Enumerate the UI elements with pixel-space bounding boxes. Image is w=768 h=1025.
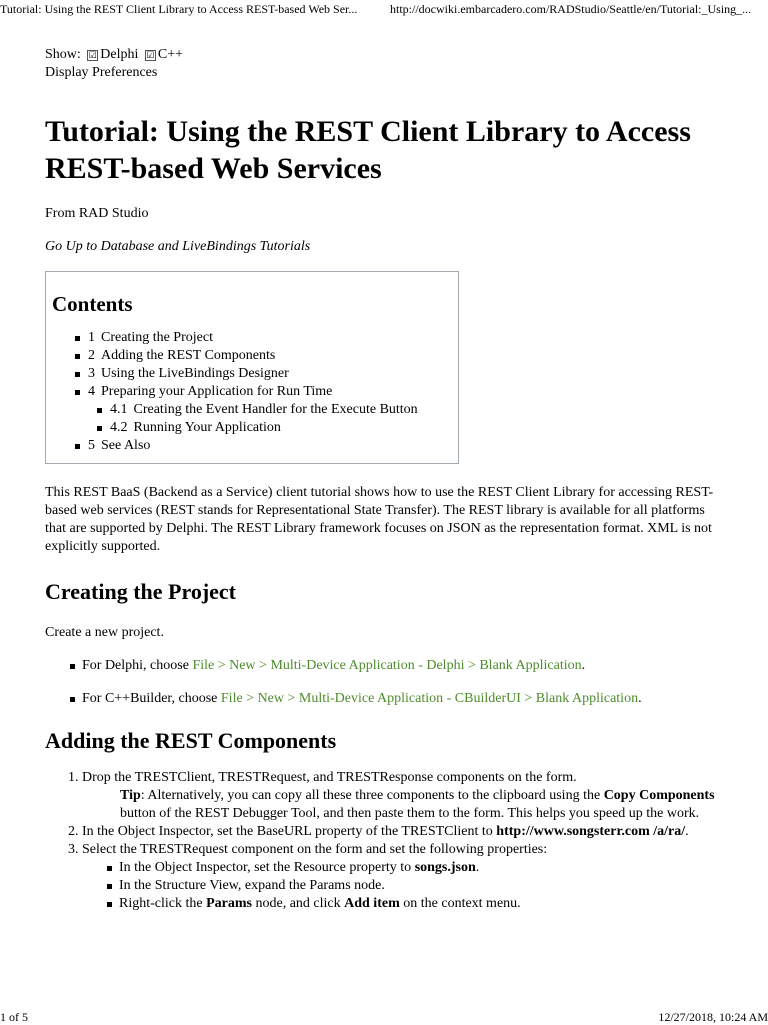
article-content bbox=[45, 46, 725, 913]
section-heading-creating-project: Creating the Project bbox=[45, 579, 237, 604]
toc-number: 4.1 bbox=[110, 402, 128, 417]
toc-item[interactable] bbox=[88, 329, 452, 347]
toc-label: See Also bbox=[101, 438, 151, 453]
toc-number: 3 bbox=[88, 366, 95, 381]
delphi-checkbox[interactable]: ☑ bbox=[88, 50, 97, 60]
list-item-text: In the Structure View, expand the Params node. bbox=[119, 878, 385, 893]
toc-label: Using the LiveBindings Designer bbox=[101, 366, 289, 381]
step-text: Select the TRESTRequest component on the form and set the following properties: bbox=[82, 842, 548, 857]
cpp-label: C++ bbox=[157, 47, 184, 62]
section-heading-adding-rest: Adding the REST Components bbox=[45, 728, 337, 753]
toc-number: 4.2 bbox=[110, 420, 128, 435]
add-item-label: Add item bbox=[344, 896, 400, 911]
list-item bbox=[119, 877, 688, 895]
tip-note bbox=[120, 787, 725, 823]
step-item bbox=[82, 841, 725, 913]
page-title-line2: REST-based Web Services bbox=[45, 152, 382, 185]
tip-text: : Alternatively, you can copy all these three components to the clipboard using the bbox=[140, 788, 604, 803]
cpp-menu-path-link[interactable]: File > New > Multi-Device Application - CBuilderUI > Blank Application bbox=[220, 691, 639, 706]
delphi-menu-path-link[interactable]: File > New > Multi-Device Application - Delphi > Blank Application bbox=[192, 658, 582, 673]
toc-item[interactable] bbox=[88, 365, 452, 383]
toc-item[interactable] bbox=[110, 401, 452, 419]
print-footer-page: 1 of 5 bbox=[0, 1010, 28, 1024]
cpp-checkbox[interactable]: ☑ bbox=[146, 50, 155, 60]
list-item-text: on the context menu. bbox=[399, 896, 521, 911]
resource-value: songs.json bbox=[414, 860, 476, 875]
list-item-text: Right-click the bbox=[119, 896, 207, 911]
print-header-url: http://docwiki.embarcadero.com/RADStudio/Seattle/en/Tutorial:_Using_... bbox=[390, 2, 752, 16]
list-item bbox=[82, 657, 725, 675]
page-title-line1: Tutorial: Using the REST Client Library to Access bbox=[45, 115, 691, 148]
toc-item[interactable] bbox=[88, 347, 452, 365]
intro-paragraph: This REST BaaS (Backend as a Service) client tutorial shows how to use the REST Client Library for accessing REST-based web services (REST stands for Representational State Transfer). The REST library is available for all platforms that are supported by Delphi. The REST Library framework focuses on JSON as the representation format. XML is not explicitly supported. bbox=[45, 485, 714, 554]
toc-number: 4 bbox=[88, 384, 95, 399]
substeps-list bbox=[45, 859, 688, 913]
print-footer-datetime: 12/27/2018, 10:24 AM bbox=[658, 1010, 768, 1024]
step-item bbox=[82, 769, 725, 823]
steps-list bbox=[45, 769, 725, 913]
delphi-label: Delphi bbox=[100, 47, 139, 62]
tip-bold: Copy Components bbox=[603, 788, 715, 803]
step-text: Drop the TRESTClient, TRESTRequest, and TRESTResponse components on the form. bbox=[82, 770, 577, 785]
list-item bbox=[119, 895, 688, 913]
list-item bbox=[82, 690, 725, 708]
toc-number: 2 bbox=[88, 348, 95, 363]
period: . bbox=[581, 658, 586, 673]
params-label: Params bbox=[206, 896, 252, 911]
toc-item[interactable] bbox=[88, 383, 452, 437]
toc-label: Creating the Event Handler for the Execute Button bbox=[133, 402, 418, 417]
tip-text: button of the REST Debugger Tool, and then paste them to the form. This helps you speed up the work. bbox=[120, 806, 700, 821]
step-item bbox=[82, 823, 725, 841]
display-preferences-link[interactable]: Display Preferences bbox=[45, 65, 158, 80]
toc-number: 1 bbox=[88, 330, 95, 345]
toc-item[interactable] bbox=[110, 419, 452, 437]
step-text: In the Object Inspector, set the BaseURL property of the TRESTClient to bbox=[82, 824, 497, 839]
tip-label: Tip bbox=[120, 788, 141, 803]
list-item-text: node, and click bbox=[251, 896, 345, 911]
period: . bbox=[685, 824, 689, 839]
toc-sublist bbox=[88, 401, 452, 437]
show-label: Show: bbox=[45, 47, 81, 62]
toc-item[interactable] bbox=[88, 437, 452, 455]
print-header-title: Tutorial: Using the REST Client Library to Access REST-based Web Ser... bbox=[0, 2, 358, 16]
create-project-text: Create a new project. bbox=[45, 625, 164, 640]
period: . bbox=[475, 860, 480, 875]
project-options-list bbox=[45, 657, 725, 708]
toc-label: Adding the REST Components bbox=[101, 348, 276, 363]
page-title bbox=[45, 113, 725, 187]
list-item-text: For C++Builder, choose bbox=[82, 691, 221, 706]
show-language-bar bbox=[45, 46, 725, 64]
toc-label: Preparing your Application for Run Time bbox=[101, 384, 333, 399]
toc-label: Creating the Project bbox=[101, 330, 213, 345]
toc-number: 5 bbox=[88, 438, 95, 453]
base-url-value: http://www.songsterr.com /a/ra/ bbox=[496, 824, 686, 839]
list-item-text: For Delphi, choose bbox=[82, 658, 193, 673]
from-source: From RAD Studio bbox=[45, 206, 149, 221]
toc-list bbox=[52, 329, 452, 455]
list-item bbox=[119, 859, 688, 877]
list-item-text: In the Object Inspector, set the Resource property to bbox=[119, 860, 415, 875]
toc-title: Contents bbox=[52, 292, 133, 316]
toc-label: Running Your Application bbox=[133, 420, 281, 435]
table-of-contents bbox=[45, 271, 459, 464]
go-up-link[interactable]: Go Up to Database and LiveBindings Tutorials bbox=[45, 239, 311, 254]
period: . bbox=[638, 691, 642, 706]
